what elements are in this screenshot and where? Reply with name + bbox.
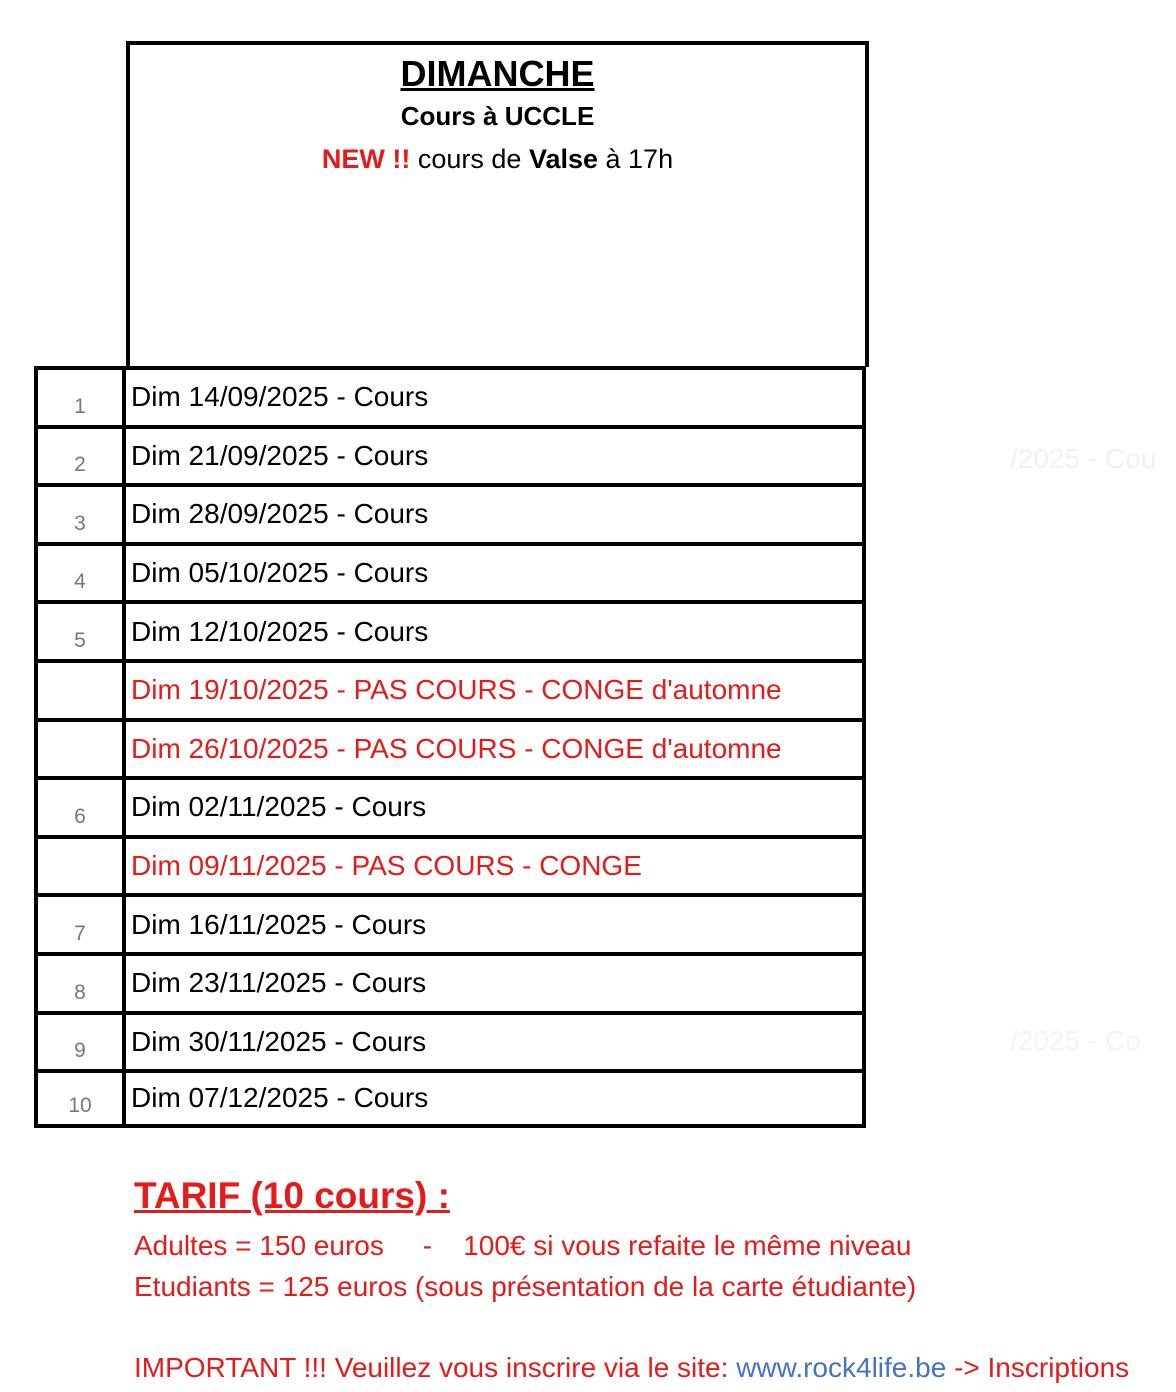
- table-row: [34, 425, 866, 484]
- table-row: [34, 366, 866, 425]
- holiday-entry: Dim 19/10/2025 - PAS COURS - CONGE d'automne: [122, 659, 866, 718]
- faded-text: /2025 - Cou: [1010, 443, 1157, 474]
- course-date: Dim 14/09/2025 - Cours: [122, 366, 866, 425]
- table-row: [34, 893, 866, 952]
- table-row: [34, 600, 866, 659]
- table-row: [34, 1011, 866, 1070]
- table-row: [34, 952, 866, 1011]
- important-notice: [134, 1352, 1129, 1384]
- row-number: 8: [34, 952, 122, 1011]
- table-row: [34, 1069, 866, 1128]
- course-date: Dim 16/11/2025 - Cours: [122, 893, 866, 952]
- holiday-entry: Dim 09/11/2025 - PAS COURS - CONGE: [122, 835, 866, 894]
- new-course-notice: [130, 144, 865, 175]
- valse-label: Valse: [528, 144, 599, 174]
- website-link[interactable]: www.rock4life.be: [736, 1352, 947, 1383]
- table-row: [34, 835, 866, 894]
- table-row: [34, 776, 866, 835]
- course-date: Dim 07/12/2025 - Cours: [122, 1069, 866, 1128]
- row-number: 7: [34, 893, 122, 952]
- schedule-table: [34, 366, 866, 1128]
- student-price: Etudiants = 125 euros (sous présentation de la carte étudiante): [134, 1271, 917, 1302]
- course-date: Dim 02/11/2025 - Cours: [122, 776, 866, 835]
- course-date: Dim 23/11/2025 - Cours: [122, 952, 866, 1011]
- row-number: 6: [34, 776, 122, 835]
- important-suffix: -> Inscriptions: [946, 1352, 1130, 1383]
- row-number: 9: [34, 1011, 122, 1070]
- course-date: Dim 12/10/2025 - Cours: [122, 600, 866, 659]
- new-text-part-2: à 17h: [598, 144, 674, 174]
- row-number: 5: [34, 600, 122, 659]
- new-text-part-1: cours de: [410, 144, 529, 174]
- table-row: [34, 483, 866, 542]
- row-number: 3: [34, 483, 122, 542]
- holiday-entry: Dim 26/10/2025 - PAS COURS - CONGE d'automne: [122, 718, 866, 777]
- course-date: Dim 21/09/2025 - Cours: [122, 425, 866, 484]
- course-date: Dim 28/09/2025 - Cours: [122, 483, 866, 542]
- table-row: [34, 718, 866, 777]
- row-number: 4: [34, 542, 122, 601]
- schedule-header: [126, 41, 869, 367]
- row-number: 1: [34, 366, 122, 425]
- table-row: [34, 542, 866, 601]
- faded-text: /2025 - Co: [1010, 1025, 1141, 1056]
- important-prefix: IMPORTANT !!! Veuillez vous inscrire via le site:: [134, 1352, 737, 1383]
- page-title: DIMANCHE: [400, 53, 595, 94]
- course-date: Dim 05/10/2025 - Cours: [122, 542, 866, 601]
- row-number: 2: [34, 425, 122, 484]
- new-badge: NEW !!: [321, 144, 411, 174]
- row-number: [34, 835, 122, 894]
- row-number: [34, 659, 122, 718]
- course-date: Dim 30/11/2025 - Cours: [122, 1011, 866, 1070]
- tarif-title: TARIF (10 cours) :: [134, 1175, 450, 1216]
- adult-price: Adultes = 150 euros - 100€ si vous refaite le même niveau: [134, 1230, 912, 1261]
- row-number: 10: [34, 1069, 122, 1128]
- location-subtitle: Cours à UCCLE: [400, 101, 595, 131]
- row-number: [34, 718, 122, 777]
- table-row: [34, 659, 866, 718]
